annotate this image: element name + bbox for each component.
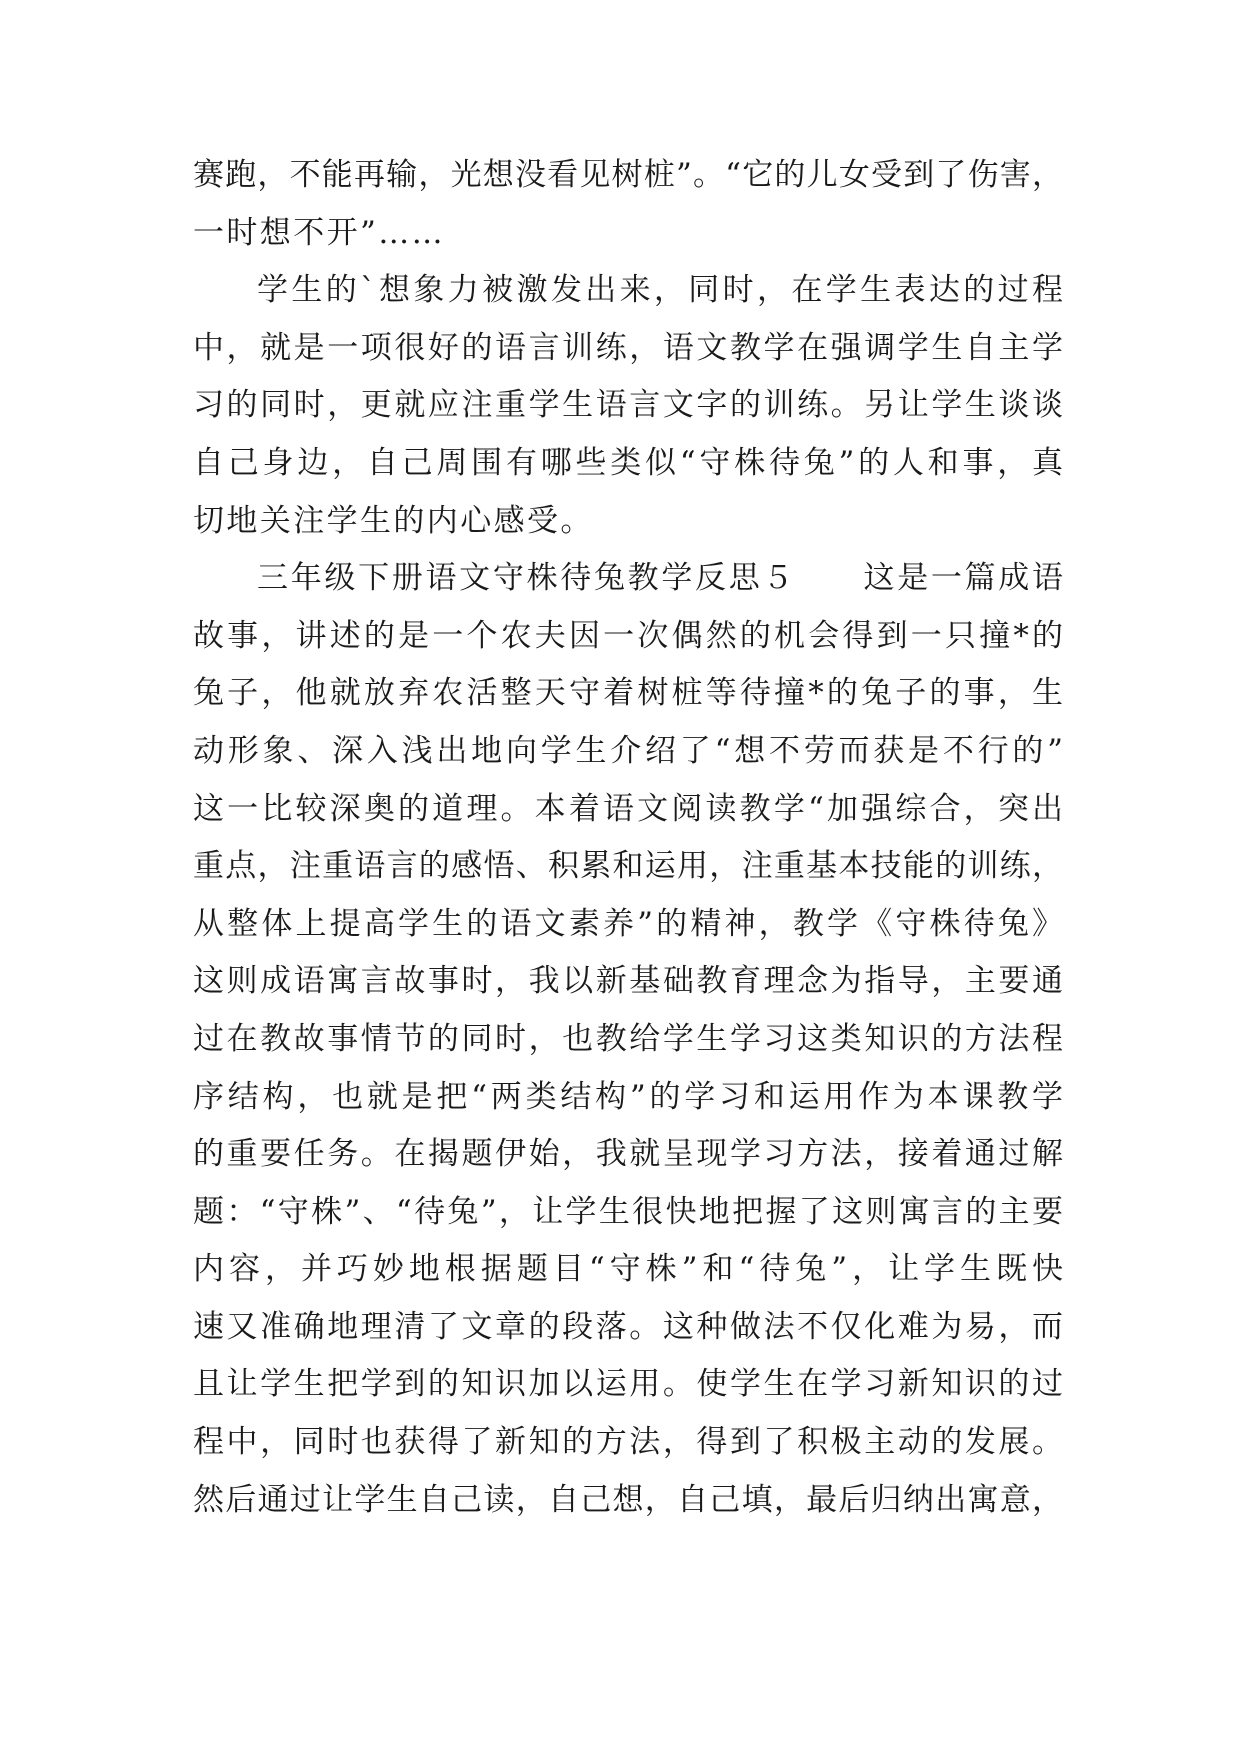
text-line: 习的同时，更就应注重学生语言文字的训练。另让学生谈谈 — [193, 387, 1063, 424]
text-line: 的重要任务。在揭题伊始，我就呈现学习方法，接着通过解 — [193, 1136, 1063, 1173]
text-line: 切地关注学生的内心感受。 — [193, 502, 594, 539]
text-line: 三年级下册语文守株待兔教学反思５ 这是一篇成语 — [257, 560, 1063, 597]
paragraph-2 — [193, 262, 1063, 550]
text-line: 一时想不开”…… — [193, 214, 446, 251]
text-line: 内容，并巧妙地根据题目“守株”和“待兔”，让学生既快 — [193, 1251, 1063, 1288]
text-line: 且让学生把学到的知识加以运用。使学生在学习新知识的过 — [193, 1366, 1063, 1403]
text-line: 速又准确地理清了文章的段落。这种做法不仅化难为易，而 — [193, 1308, 1063, 1345]
text-line: 动形象、深入浅出地向学生介绍了“想不劳而获是不行的” — [193, 732, 1063, 769]
text-line: 这则成语寓言故事时，我以新基础教育理念为指导，主要通 — [193, 963, 1063, 1000]
text-line: 过在教故事情节的同时，也教给学生学习这类知识的方法程 — [193, 1020, 1063, 1057]
text-line: 然后通过让学生自己读，自己想，自己填，最后归纳出寓意， — [193, 1481, 1063, 1518]
document-body — [193, 147, 1063, 1529]
text-line: 学生的`想象力被激发出来，同时，在学生表达的过程 — [257, 272, 1063, 309]
paragraph-3 — [193, 550, 1063, 1529]
text-line: 序结构，也就是把“两类结构”的学习和运用作为本课教学 — [193, 1078, 1063, 1115]
paragraph-1 — [193, 147, 1063, 262]
text-line: 故事，讲述的是一个农夫因一次偶然的机会得到一只撞*的 — [193, 617, 1063, 654]
text-line: 程中，同时也获得了新知的方法，得到了积极主动的发展。 — [193, 1424, 1063, 1461]
text-line: 自己身边，自己周围有哪些类似“守株待兔”的人和事，真 — [193, 444, 1063, 481]
text-line: 从整体上提高学生的语文素养”的精神，教学《守株待兔》 — [193, 905, 1063, 942]
text-line: 中，就是一项很好的语言训练，语文教学在强调学生自主学 — [193, 329, 1063, 366]
text-line: 这一比较深奥的道理。本着语文阅读教学“加强综合，突出 — [193, 790, 1063, 827]
text-line: 题：“守株”、“待兔”，让学生很快地把握了这则寓言的主要 — [193, 1193, 1063, 1230]
text-line: 赛跑，不能再输，光想没看见树桩”。“它的儿女受到了伤害， — [193, 157, 1063, 193]
text-line: 兔子，他就放弃农活整天守着树桩等待撞*的兔子的事，生 — [193, 675, 1063, 712]
text-line: 重点，注重语言的感悟、积累和运用，注重基本技能的训练， — [193, 848, 1063, 885]
